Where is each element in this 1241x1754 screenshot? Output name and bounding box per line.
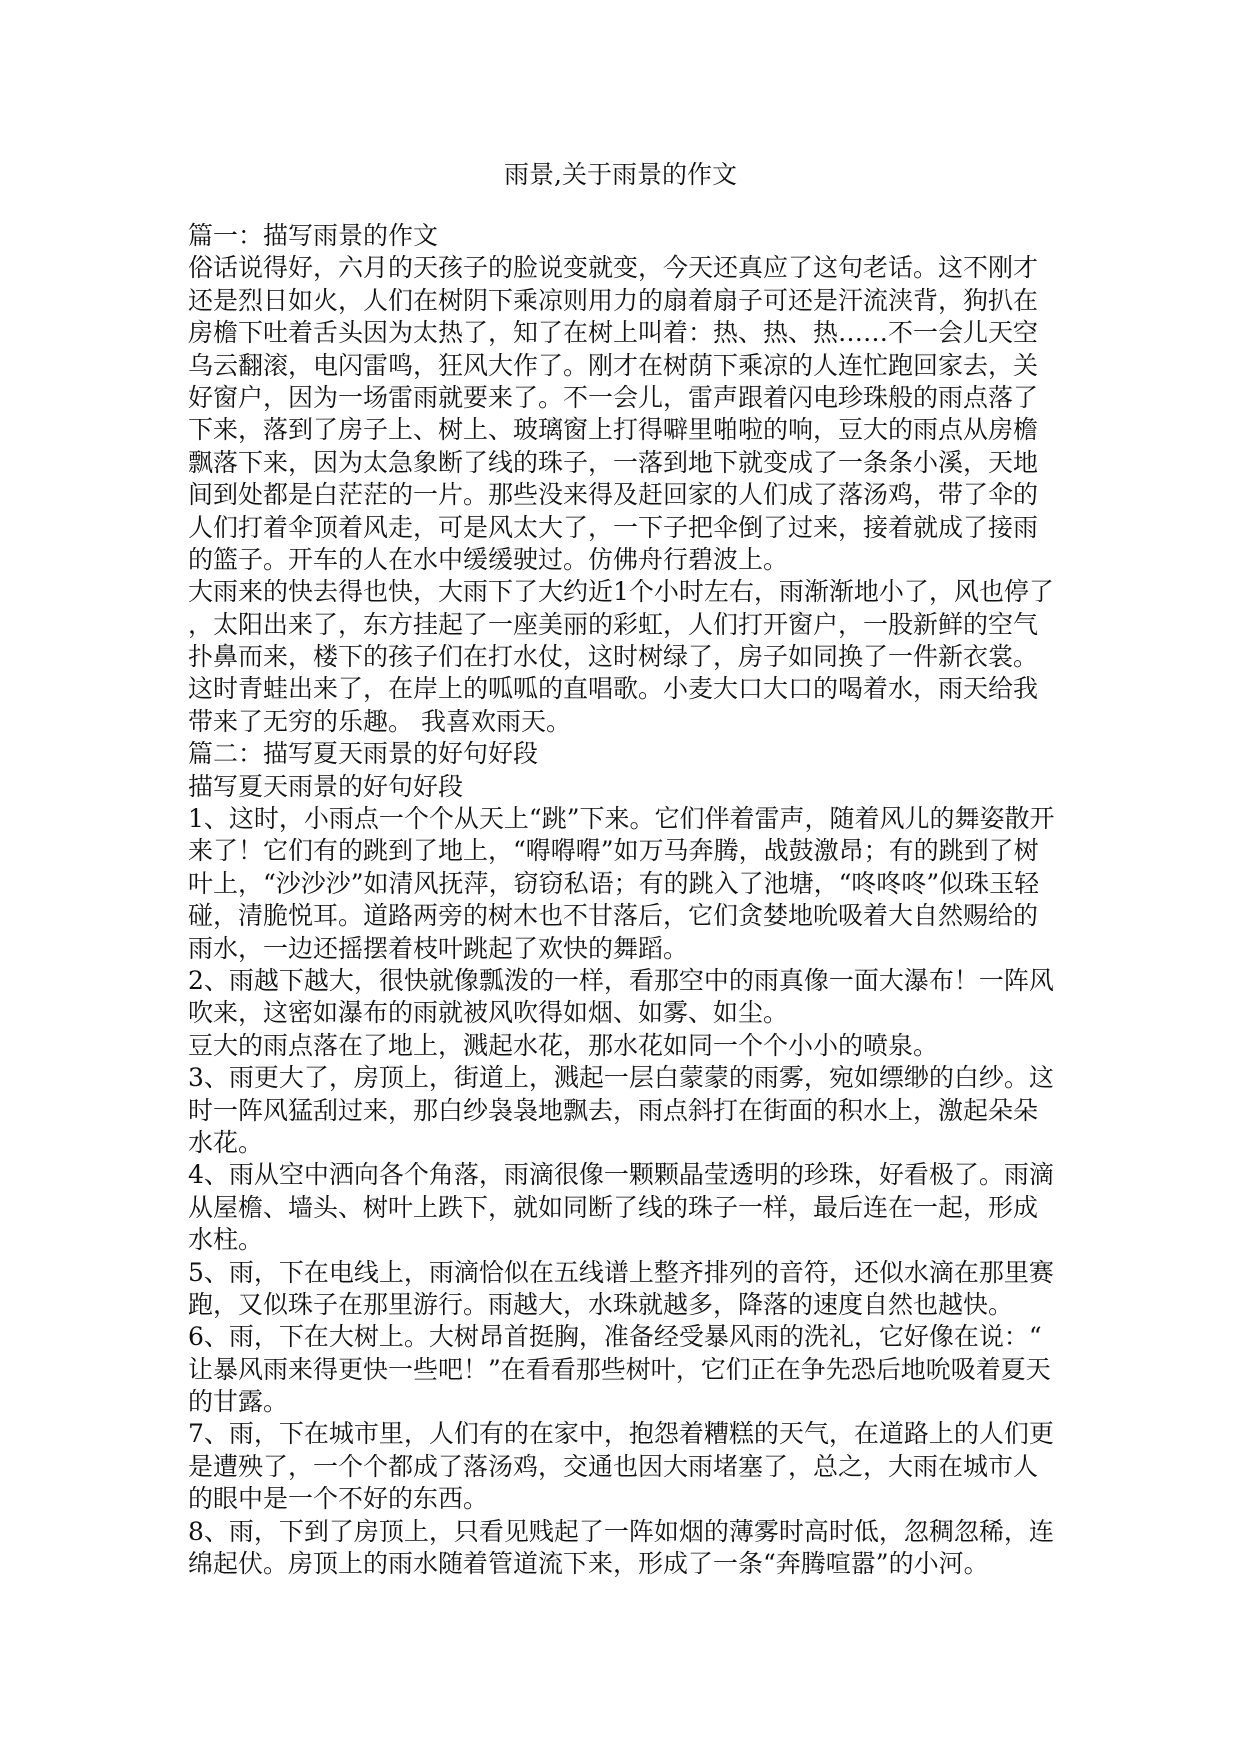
text-line: 从屋檐、墙头、树叶上跌下，就如同断了线的珠子一样，最后连在一起，形成	[188, 1192, 1039, 1222]
text-line: ，太阳出来了，东方挂起了一座美丽的彩虹，人们打开窗户，一股新鲜的空气	[188, 609, 1039, 639]
text-line: 8、雨，下到了房顶上，只看见贱起了一阵如烟的薄雾时高时低，忽稠忽稀，连	[188, 1516, 1054, 1546]
text-line: 俗话说得好，六月的天孩子的脸说变就变，今天还真应了这句老话。这不刚才	[188, 253, 1039, 283]
text-line: 叶上，“沙沙沙”如清风抚萍，窃窃私语；有的跳入了池塘，“咚咚咚”似珠玉轻	[188, 868, 1040, 898]
text-line: 间到处都是白茫茫的一片。那些没来得及赶回家的人们成了落汤鸡，带了伞的	[188, 480, 1039, 510]
text-line: 碰，清脆悦耳。道路两旁的树木也不甘落后，它们贪婪地吮吸着大自然赐给的	[188, 901, 1039, 931]
text-line: 篇一：描写雨景的作文	[188, 221, 439, 250]
document-body	[188, 220, 1054, 1580]
text-line: 1、这时，小雨点一个个从天上“跳”下来。它们伴着雷声，随着风儿的舞姿散开	[188, 804, 1055, 834]
text-line: 来了！它们有的跳到了地上，“嘚嘚嘚”如万马奔腾，战鼓激昂；有的跳到了树	[188, 836, 1039, 866]
text-line: 是遭殃了，一个个都成了落汤鸡，交通也因大雨堵塞了，总之，大雨在城市人	[188, 1451, 1039, 1481]
text-line: 带来了无穷的乐趣。 我喜欢雨天。	[188, 706, 571, 736]
text-line: 飘落下来，因为太急象断了线的珠子，一落到地下就变成了一条条小溪，天地	[188, 447, 1039, 477]
text-line: 4、雨从空中洒向各个角落，雨滴很像一颗颗晶莹透明的珍珠，好看极了。雨滴	[188, 1160, 1054, 1190]
text-line: 5、雨，下在电线上，雨滴恰似在五线谱上整齐排列的音符，还似水滴在那里赛	[188, 1257, 1054, 1287]
text-line: 的眼中是一个不好的东西。	[188, 1484, 489, 1514]
text-line: 跑，又似珠子在那里游行。雨越大，水珠就越多，降落的速度自然也越快。	[188, 1289, 1014, 1319]
text-line: 3、雨更大了，房顶上，街道上，溅起一层白蒙蒙的雨雾，宛如缥缈的白纱。这	[188, 1063, 1054, 1093]
text-line: 下来，落到了房子上、树上、玻璃窗上打得噼里啪啦的响，豆大的雨点从房檐	[188, 415, 1039, 445]
document-title: 雨景,关于雨景的作文	[504, 160, 737, 189]
text-line: 大雨来的快去得也快，大雨下了大约近1个小时左右，雨渐渐地小了，风也停了	[188, 577, 1054, 607]
text-line: 好窗户，因为一场雷雨就要来了。不一会儿，雷声跟着闪电珍珠般的雨点落了	[188, 382, 1039, 412]
text-line: 6、雨，下在大树上。大树昂首挺胸，准备经受暴风雨的洗礼，它好像在说：“	[188, 1322, 1042, 1352]
text-line: 水花。	[188, 1127, 264, 1157]
text-line: 豆大的雨点落在了地上，溅起水花，那水花如同一个个小小的喷泉。	[188, 1030, 939, 1060]
text-line: 时一阵风猛刮过来，那白纱袅袅地飘去，雨点斜打在街面的积水上，激起朵朵	[188, 1095, 1039, 1125]
text-line: 篇二：描写夏天雨景的好句好段	[188, 739, 539, 769]
text-line: 7、雨，下在城市里，人们有的在家中，抱怨着糟糕的天气，在道路上的人们更	[188, 1419, 1054, 1449]
text-line: 乌云翻滚，电闪雷鸣，狂风大作了。刚才在树荫下乘凉的人连忙跑回家去，关	[188, 350, 1039, 380]
text-line: 扑鼻而来，楼下的孩子们在打水仗，这时树绿了，房子如同换了一件新衣裳。	[188, 642, 1039, 672]
text-line: 让暴风雨来得更快一些吧！”在看看那些树叶，它们正在争先恐后地吮吸着夏天	[188, 1354, 1051, 1384]
text-line: 水柱。	[188, 1225, 264, 1255]
text-line: 雨水，一边还摇摆着枝叶跳起了欢快的舞蹈。	[188, 933, 689, 963]
text-line: 这时青蛙出来了，在岸上的呱呱的直唱歌。小麦大口大口的喝着水，雨天给我	[188, 674, 1039, 704]
text-line: 吹来，这密如瀑布的雨就被风吹得如烟、如雾、如尘。	[188, 998, 789, 1028]
text-line: 描写夏天雨景的好句好段	[188, 771, 464, 801]
text-line: 2、雨越下越大，很快就像瓢泼的一样，看那空中的雨真像一面大瀑布！一阵风	[188, 965, 1054, 995]
text-line: 的篮子。开车的人在水中缓缓驶过。仿佛舟行碧波上。	[188, 544, 789, 574]
text-line: 还是烈日如火，人们在树阴下乘凉则用力的扇着扇子可还是汗流浃背，狗扒在	[188, 285, 1039, 315]
text-line: 房檐下吐着舌头因为太热了，知了在树上叫着：热、热、热……不一会儿天空	[188, 318, 1039, 348]
text-line: 人们打着伞顶着风走，可是风太大了，一下子把伞倒了过来，接着就成了接雨	[188, 512, 1039, 542]
text-line: 绵起伏。房顶上的雨水随着管道流下来，形成了一条“奔腾喧嚣”的小河。	[188, 1549, 989, 1579]
text-line: 的甘露。	[188, 1387, 289, 1417]
